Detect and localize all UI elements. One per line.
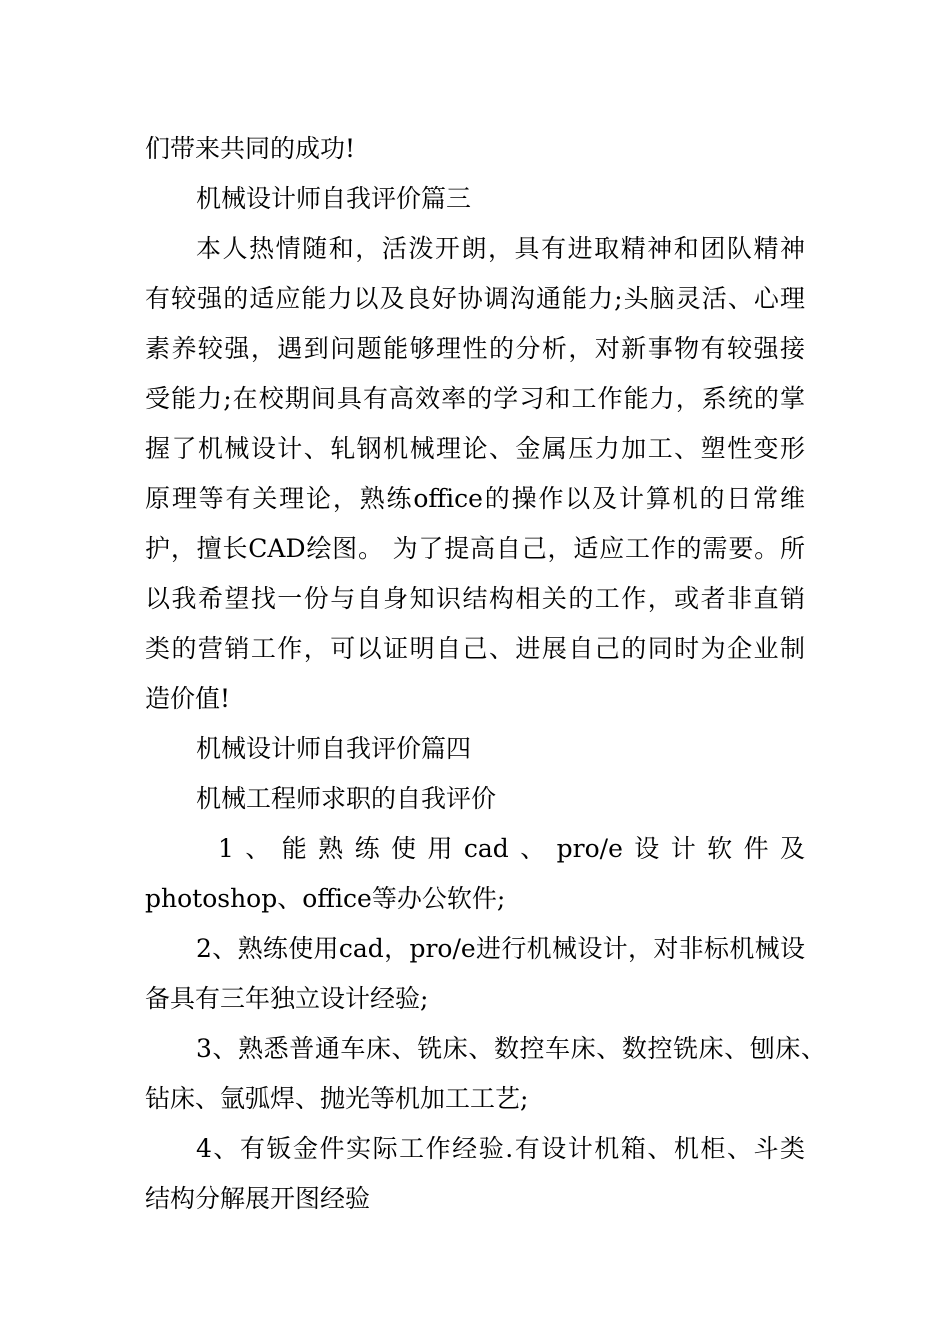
list-item-line: 4、有钣金件实际工作经验.有设计机箱、机柜、斗类 (196, 1134, 805, 1163)
paragraph-line: 造价值! (145, 684, 231, 713)
list-item-line: photoshop、office等办公软件; (145, 884, 506, 913)
paragraph-line: 护，擅长CAD绘图。 为了提高自己，适应工作的需要。所 (145, 534, 805, 563)
list-item-line: 备具有三年独立设计经验; (145, 984, 429, 1013)
paragraph-line: 们带来共同的成功! (145, 134, 356, 163)
list-item-line: 结构分解展开图经验 (145, 1184, 371, 1213)
paragraph-line: 素养较强，遇到问题能够理性的分析，对新事物有较强接 (145, 334, 805, 363)
section-subheading: 机械工程师求职的自我评价 (196, 784, 497, 813)
list-item-line: 2、熟练使用cad，pro/e进行机械设计，对非标机械设 (196, 934, 805, 963)
list-item-line: 3、熟悉普通车床、铣床、数控车床、数控铣床、刨床、 (196, 1034, 826, 1063)
paragraph-line: 本人热情随和，活泼开朗，具有进取精神和团队精神 (196, 234, 805, 263)
list-item-line: 1、能熟练使用cad、pro/e设计软件及 (218, 834, 805, 863)
paragraph-line: 受能力;在校期间具有高效率的学习和工作能力，系统的掌 (145, 384, 805, 413)
section-heading: 机械设计师自我评价篇四 (196, 734, 472, 763)
paragraph-line: 握了机械设计、轧钢机械理论、金属压力加工、塑性变形 (145, 434, 805, 463)
section-heading: 机械设计师自我评价篇三 (196, 184, 472, 213)
paragraph-line: 有较强的适应能力以及良好协调沟通能力;头脑灵活、心理 (145, 284, 805, 313)
list-item-line: 钻床、氩弧焊、抛光等机加工工艺; (145, 1084, 529, 1113)
paragraph-line: 类的营销工作，可以证明自己、进展自己的同时为企业制 (145, 634, 805, 663)
paragraph-line: 原理等有关理论，熟练office的操作以及计算机的日常维 (145, 484, 805, 513)
paragraph-line: 以我希望找一份与自身知识结构相关的工作，或者非直销 (145, 584, 805, 613)
